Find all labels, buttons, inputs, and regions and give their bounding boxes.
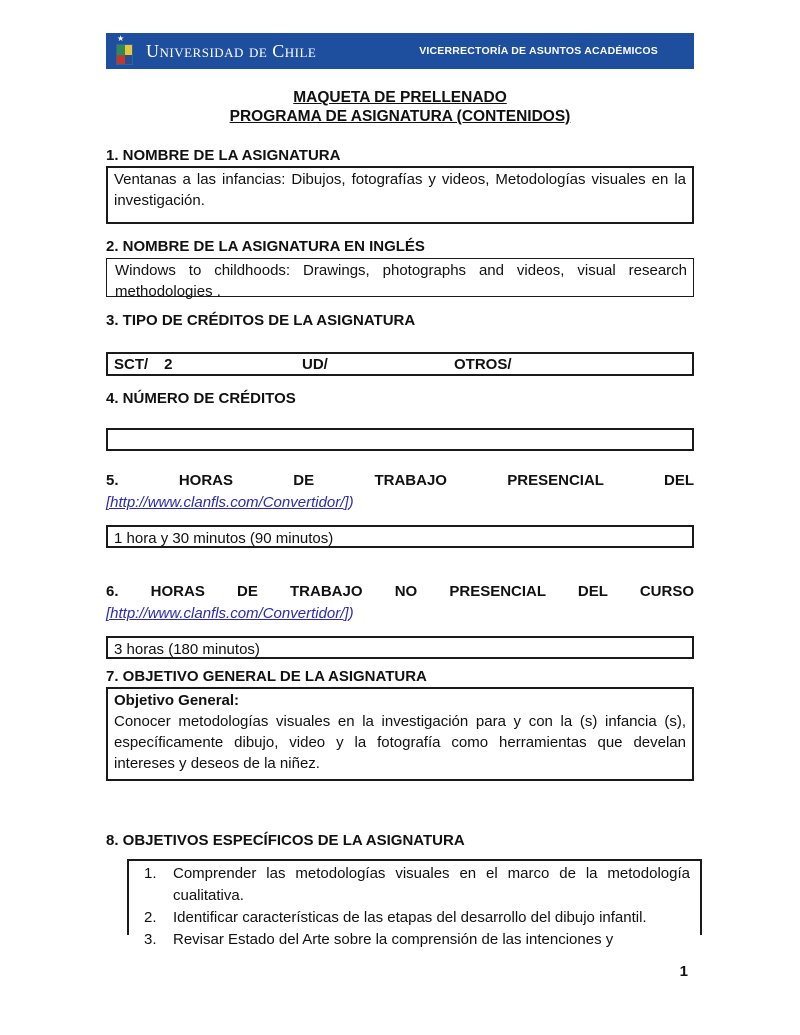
sct-credit-field [114,354,302,375]
university-shield-icon [116,36,136,66]
section-5-value-box: 1 hora y 30 minutos (90 minutos) [106,525,694,548]
section-5-link-line [106,492,694,514]
specific-objectives-list [129,863,690,951]
section-6-heading: 6. HORAS DE TRABAJO NO PRESENCIAL DEL CURSO [106,583,694,600]
page-number: 1 [679,963,688,980]
link-suffix: ) [348,494,354,511]
section-4-value-box [106,428,694,451]
otros-label: OTROS/ [454,355,512,373]
document-title-line2: PROGRAMA DE ASIGNATURA (CONTENIDOS) [229,108,571,125]
university-banner [106,33,694,69]
list-item: Revisar Estado del Arte sobre la comprensión de las intenciones y [173,931,614,948]
section-4-heading: 4. NÚMERO DE CRÉDITOS [106,390,296,407]
section-7-heading: 7. OBJETIVO GENERAL DE LA ASIGNATURA [106,668,427,685]
section-1-heading: 1. NOMBRE DE LA ASIGNATURA [106,147,341,164]
section-6-link-line [106,603,694,625]
shield-emblem [116,44,133,65]
list-item: Comprender las metodologías visuales en el marco de la metodología cualitativa. [173,865,690,904]
objective-general-label: Objetivo General: [114,692,240,709]
university-name: Universidad de Chile [146,40,317,61]
ud-label: UD/ [302,355,328,373]
list-item: Identificar características de las etapas del desarrollo del dibujo infantil. [173,909,647,926]
section-3-heading: 3. TIPO DE CRÉDITOS DE LA ASIGNATURA [106,312,416,329]
section-1-value-box: Ventanas a las infancias: Dibujos, fotografías y videos, Metodologías visuales en la investigación. [106,166,694,224]
section-5-heading: 5. HORAS DE TRABAJO PRESENCIAL DEL [106,472,694,489]
section-3-credits-box [106,352,694,376]
document-title [106,88,694,126]
link-suffix: ) [348,605,354,622]
section-8-heading: 8. OBJETIVOS ESPECÍFICOS DE LA ASIGNATURA [106,832,465,849]
section-7-objective-box [106,687,694,781]
section-6-value-box: 3 horas (180 minutos) [106,636,694,659]
section-2-heading: 2. NOMBRE DE LA ASIGNATURA EN INGLÉS [106,238,425,255]
objective-general-text: Conocer metodologías visuales en la investigación para y con la (s) infancia (s), específicamente dibujo, video y la fotografía como herramientas que develan intereses y deseos de la niñez. [114,713,686,772]
converter-link[interactable]: [http://www.clanfls.com/Convertidor/] [106,605,349,622]
banner-office-name: VICERRECTORÍA DE ASUNTOS ACADÉMICOS [419,45,658,57]
section-8-objectives-box [127,859,702,948]
sct-value: 2 [164,355,173,373]
star-icon: ★ [117,34,125,43]
document-title-line1: MAQUETA DE PRELLENADO [293,89,507,106]
sct-label: SCT/ [114,355,149,373]
section-2-value-box: Windows to childhoods: Drawings, photographs and videos, visual research methodologies . [106,258,694,297]
converter-link[interactable]: [http://www.clanfls.com/Convertidor/] [106,494,349,511]
